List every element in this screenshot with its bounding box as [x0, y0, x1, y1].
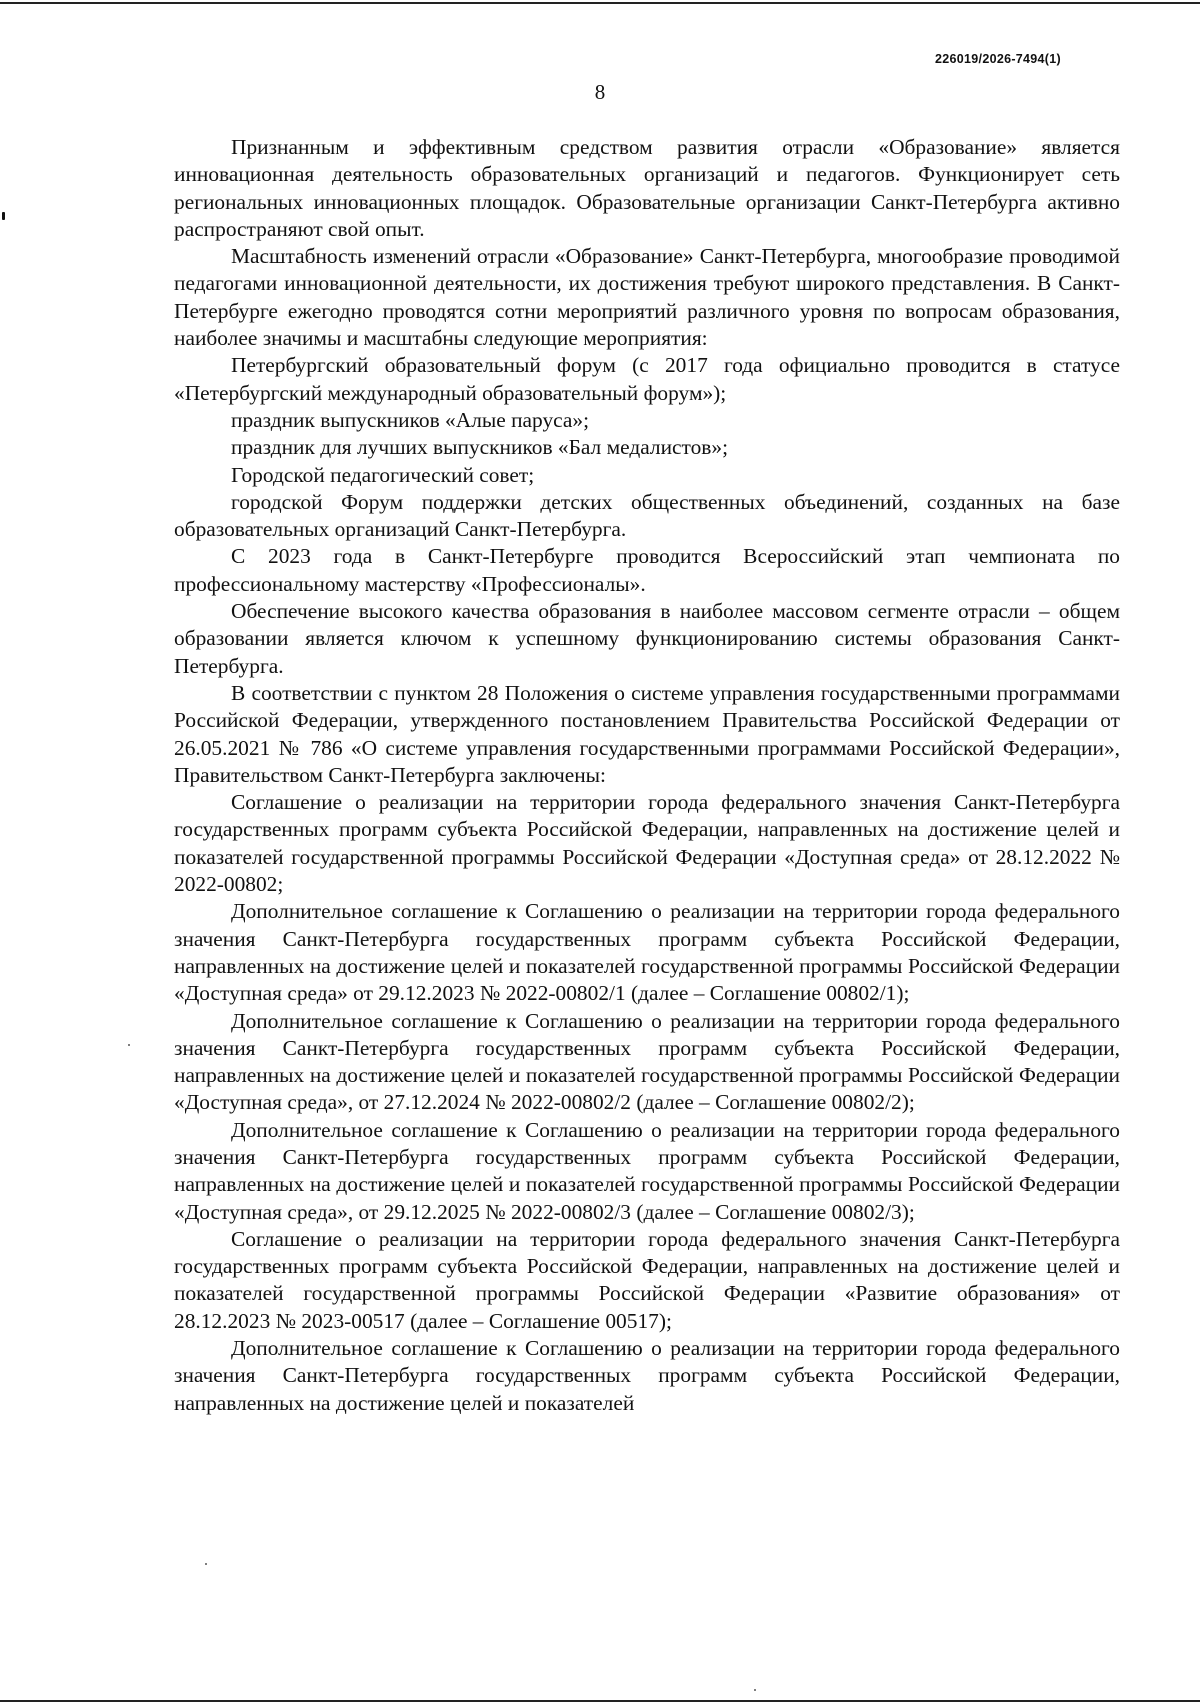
scan-bottom-border: [0, 1700, 1200, 1702]
paragraph: Городской педагогический совет;: [231, 462, 535, 487]
paragraph: Петербургский образовательный форум (с 2017 года официально проводится в статусе «Петербургский международный образовательный форум»);: [174, 353, 1120, 405]
paragraph: Масштабность изменений отрасли «Образование» Санкт-Петербурга, многообразие проводимой педагогами инновационной деятельности, их достижения требуют широкого представления. В Санкт-Петербурге ежегодно проводятся сотни мероприятий различного уровня по вопросам образования, наиболее значимы и масштабны следующие мероприятия:: [174, 244, 1120, 351]
scan-speck: [205, 1563, 207, 1565]
paragraph: С 2023 года в Санкт-Петербурге проводится Всероссийский этап чемпионата по профессиональному мастерству «Профессионалы».: [174, 544, 1120, 596]
paragraph: Дополнительное соглашение к Соглашению о реализации на территории города федерального значения Санкт-Петербурга государственных программ субъекта Российской Федерации, направленных на достижение целей и показателей государственной программы Российской Федерации «Доступная среда», от 29.12.2025 № 2022-00802/3 (далее – Соглашение 00802/3);: [174, 1117, 1120, 1224]
paragraph: праздник для лучших выпускников «Бал медалистов»;: [231, 435, 729, 460]
paragraph: Соглашение о реализации на территории города федерального значения Санкт-Петербурга государственных программ субъекта Российской Федерации, направленных на достижение целей и показателей государственной программы Российской Федерации «Развитие образования» от 28.12.2023 № 2023-00517 (далее – Соглашение 00517);: [174, 1226, 1120, 1333]
document-registration-number: 226019/2026-7494(1): [935, 52, 1061, 66]
scan-speck: [754, 1689, 756, 1691]
paragraph: городской Форум поддержки детских общественных объединений, созданных на базе образовательных организаций Санкт-Петербурга.: [174, 489, 1120, 542]
paragraph: Дополнительное соглашение к Соглашению о реализации на территории города федерального значения Санкт-Петербурга государственных программ субъекта Российской Федерации, направленных на достижение целей и показателей государственной программы Российской Федерации «Доступная среда», от 27.12.2024 № 2022-00802/2 (далее – Соглашение 00802/2);: [174, 1008, 1120, 1115]
scan-speck: [128, 1044, 130, 1046]
paragraph: Обеспечение высокого качества образования в наиболее массовом сегменте отрасли – общем образовании является ключом к успешному функционированию системы образования Санкт-Петербурга.: [174, 599, 1120, 678]
scan-top-border: [0, 2, 1200, 4]
scan-margin-mark: [2, 212, 5, 220]
paragraph: В соответствии с пунктом 28 Положения о системе управления государственными программами Российской Федерации, утвержденного постановлением Правительства Российской Федерации от 26.05.2021 № 786 «О системе управления государственными программами Российской Федерации», Правительством Санкт-Петербурга заключены:: [174, 680, 1120, 787]
paragraph: Дополнительное соглашение к Соглашению о реализации на территории города федерального значения Санкт-Петербурга государственных программ субъекта Российской Федерации, направленных на достижение целей и показателей государственной программы Российской Федерации «Доступная среда» от 29.12.2023 № 2022-00802/1 (далее – Соглашение 00802/1);: [174, 899, 1120, 1006]
paragraph: праздник выпускников «Алые паруса»;: [231, 407, 590, 432]
document-body: [174, 134, 1120, 1417]
paragraph: Соглашение о реализации на территории города федерального значения Санкт-Петербурга государственных программ субъекта Российской Федерации, направленных на достижение целей и показателей государственной программы Российской Федерации «Доступная среда» от 28.12.2022 № 2022-00802;: [174, 790, 1120, 897]
paragraph: Дополнительное соглашение к Соглашению о реализации на территории города федерального значения Санкт-Петербурга государственных программ субъекта Российской Федерации, направленных на достижение целей и показателей: [174, 1336, 1120, 1415]
page-number: 8: [594, 80, 606, 104]
paragraph: Признанным и эффективным средством развития отрасли «Образование» является инновационная деятельность образовательных организаций и педагогов. Функционирует сеть региональных инновационных площадок. Образовательные организации Санкт-Петербурга активно распространяют свой опыт.: [174, 135, 1120, 241]
